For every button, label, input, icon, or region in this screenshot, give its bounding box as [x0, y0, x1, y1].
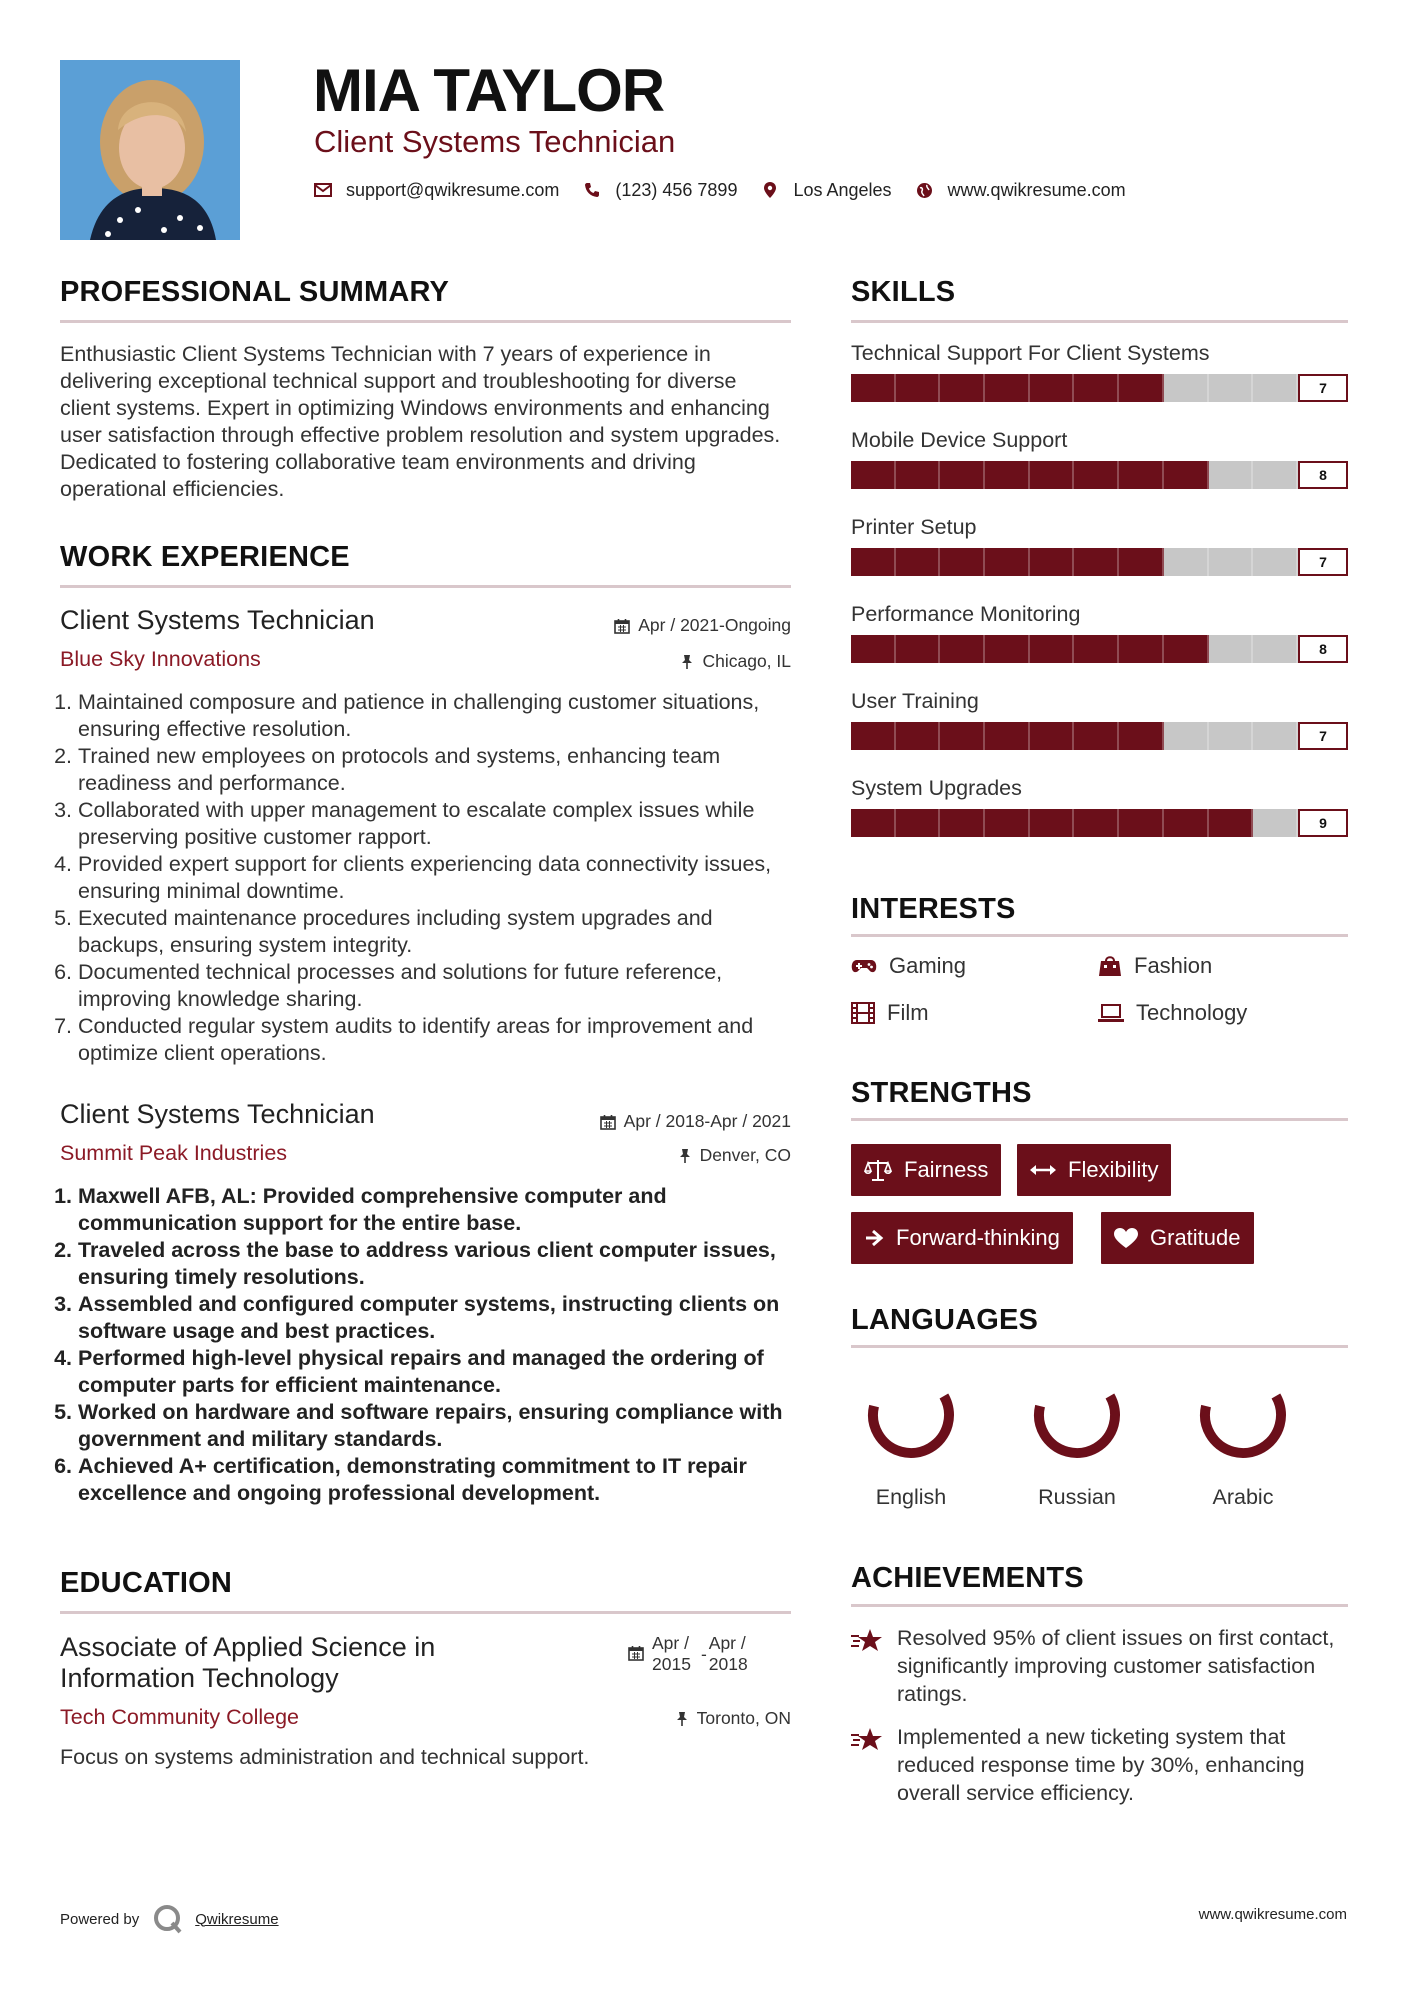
job-title: Client Systems Technician [60, 1099, 375, 1129]
skill-level-bar [851, 374, 1298, 402]
list-item: 2. Trained new employees on protocols and systems, enhancing team readiness and performance. [78, 743, 798, 797]
language-level-ring [1027, 1365, 1127, 1465]
job-location [678, 1145, 791, 1166]
list-item: 6. Documented technical processes and solutions for future reference, improving knowledge sharing. [78, 959, 798, 1013]
strength-label: Gratitude [1150, 1225, 1241, 1250]
skill-segment-filled [896, 635, 941, 663]
skill-segment-filled [851, 461, 896, 489]
language-level-ring [1193, 1365, 1293, 1465]
language-label: Russian [1038, 1485, 1116, 1509]
skill-label: Printer Setup [851, 515, 977, 539]
skill-segment-empty [1209, 374, 1254, 402]
job-achievements-list [60, 1183, 806, 1507]
strength-chip [851, 1212, 1073, 1264]
languages-list [841, 1365, 1313, 1510]
skill-segment-filled [1119, 461, 1164, 489]
skill-segment-empty [1209, 635, 1254, 663]
education-dates [628, 1633, 748, 1675]
skill-segment-filled [851, 548, 896, 576]
interests-heading: INTERESTS [851, 893, 1016, 925]
skill-segment-filled [940, 548, 985, 576]
skill-segment-filled [940, 809, 985, 837]
education-date-dash: - [700, 1644, 707, 1664]
arrows-horizontal-icon [1030, 1163, 1056, 1177]
education-divider [60, 1611, 791, 1614]
skill-level-bar [851, 461, 1298, 489]
skill-segment-filled [1074, 809, 1119, 837]
skill-segment-filled [896, 722, 941, 750]
skill-segment-filled [851, 635, 896, 663]
language-level-arc [861, 1365, 961, 1465]
skill-segment-filled [1030, 635, 1075, 663]
shopping-bag-icon [1098, 955, 1122, 977]
skill-segment-filled [985, 635, 1030, 663]
job-dates-text: Apr / 2021-Ongoing [638, 615, 791, 635]
education-start-month: Apr / [652, 1633, 689, 1653]
candidate-title: Client Systems Technician [314, 124, 676, 159]
skill-level-badge: 8 [1298, 461, 1348, 489]
job-location [680, 651, 791, 672]
skill-segment-empty [1253, 461, 1298, 489]
education-end [709, 1633, 748, 1675]
degree-line-2: Information Technology [60, 1663, 339, 1693]
skill-row [851, 689, 1348, 750]
language-item [1007, 1365, 1147, 1510]
list-item: 6. Achieved A+ certification, demonstrating commitment to IT repair excellence and ongoing professional development. [78, 1453, 806, 1507]
achievements-heading: ACHIEVEMENTS [851, 1562, 1084, 1594]
list-item: 3. Assembled and configured computer systems, instructing clients on software usage and best practices. [78, 1291, 806, 1345]
strength-chip [1017, 1144, 1171, 1196]
skill-level-bar [851, 722, 1298, 750]
gamepad-icon [851, 958, 877, 974]
skill-level-badge: 8 [1298, 635, 1348, 663]
profile-photo [60, 60, 240, 240]
skill-segment-filled [1164, 809, 1209, 837]
skill-level-badge: 7 [1298, 722, 1348, 750]
skill-segment-filled [896, 548, 941, 576]
school-name: Tech Community College [60, 1705, 299, 1729]
skill-segment-filled [940, 722, 985, 750]
strength-label: Forward-thinking [896, 1225, 1060, 1250]
skill-segment-filled [1074, 635, 1119, 663]
pushpin-icon [675, 1711, 689, 1727]
skill-segment-filled [896, 461, 941, 489]
skill-level-badge: 7 [1298, 374, 1348, 402]
star-achievement-icon [851, 1628, 883, 1654]
list-item: 1. Maxwell AFB, AL: Provided comprehensive computer and communication support for the entire base. [78, 1183, 806, 1237]
skill-segment-filled [985, 548, 1030, 576]
skill-segment-empty [1164, 548, 1209, 576]
list-item: 4. Provided expert support for clients experiencing data connectivity issues, ensuring minimal downtime. [78, 851, 798, 905]
skill-segment-filled [940, 374, 985, 402]
skill-segment-empty [1209, 722, 1254, 750]
education-heading: EDUCATION [60, 1567, 233, 1599]
map-pin-icon [761, 181, 779, 199]
skill-level-bar [851, 809, 1298, 837]
interest-item [851, 1000, 929, 1026]
education-end-month: Apr / [708, 1633, 746, 1653]
skill-segment-filled [940, 461, 985, 489]
candidate-name: MIA TAYLOR [313, 57, 665, 124]
skill-segment-filled [1074, 722, 1119, 750]
interest-item [1098, 1000, 1247, 1026]
skill-label: System Upgrades [851, 776, 1022, 800]
education-location [675, 1708, 791, 1729]
job-location-text: Chicago, IL [702, 651, 791, 671]
skill-level-bar [851, 635, 1298, 663]
degree-title [60, 1632, 435, 1694]
list-item: 5. Worked on hardware and software repairs, ensuring compliance with government and military standards. [78, 1399, 806, 1453]
skill-segment-empty [1253, 374, 1298, 402]
education-description: Focus on systems administration and technical support. [60, 1745, 590, 1769]
skill-segment-filled [985, 809, 1030, 837]
interest-label: Technology [1136, 1000, 1248, 1025]
skill-row [851, 515, 1348, 576]
job-dates [614, 615, 791, 636]
skill-segment-filled [1119, 548, 1164, 576]
language-level-ring [861, 1365, 961, 1465]
list-item: 5. Executed maintenance procedures including system upgrades and backups, ensuring system integrity. [78, 905, 798, 959]
strengths-heading: STRENGTHS [851, 1077, 1032, 1109]
summary-text: Enthusiastic Client Systems Technician with 7 years of experience in delivering exceptional technical support and troubleshooting for diverse client systems. Expert in optimizing Windows environments and enhancing user satisfaction through effective problem resolution and system upgrades. Dedicated to fostering collaborative team environments and driving operational efficiencies. [60, 342, 781, 501]
globe-icon [916, 181, 934, 199]
job-location-text: Denver, CO [699, 1145, 791, 1165]
skill-label: Performance Monitoring [851, 602, 1081, 626]
skill-segment-filled [1030, 548, 1075, 576]
skill-segment-filled [896, 809, 941, 837]
skill-segment-empty [1164, 374, 1209, 402]
skill-level-bar [851, 548, 1298, 576]
skill-segment-filled [1030, 461, 1075, 489]
achievements-divider [851, 1604, 1348, 1607]
list-item: 4. Performed high-level physical repairs and managed the ordering of computer parts for efficient maintenance. [78, 1345, 806, 1399]
summary-heading: PROFESSIONAL SUMMARY [60, 276, 450, 308]
skill-segment-empty [1253, 635, 1298, 663]
language-level-arc [1027, 1365, 1127, 1465]
skill-row [851, 341, 1348, 402]
qwikresume-link[interactable]: Qwikresume [195, 1910, 279, 1928]
contact-bar [314, 176, 1150, 204]
skill-segment-filled [1119, 722, 1164, 750]
skill-level-badge: 7 [1298, 548, 1348, 576]
skill-row [851, 776, 1348, 837]
degree-line-1: Associate of Applied Science in [60, 1632, 436, 1662]
skill-segment-empty [1164, 722, 1209, 750]
list-item: 3. Collaborated with upper management to escalate complex issues while preserving positive customer rapport. [78, 797, 798, 851]
job-company: Blue Sky Innovations [60, 647, 261, 671]
contact-location: Los Angeles [793, 179, 892, 200]
skill-segment-filled [1164, 635, 1209, 663]
skill-segment-empty [1209, 461, 1254, 489]
film-icon [851, 1002, 875, 1024]
heart-icon [1114, 1228, 1138, 1249]
phone-icon [583, 181, 601, 199]
skill-segment-empty [1209, 548, 1254, 576]
language-level-arc [1193, 1365, 1293, 1465]
skill-segment-filled [985, 722, 1030, 750]
skill-row [851, 428, 1348, 489]
calendar-icon [614, 618, 630, 634]
job-title: Client Systems Technician [60, 605, 375, 635]
profile-photo-image [60, 60, 240, 240]
footer-powered-by [60, 1904, 279, 1934]
skill-segment-filled [1119, 809, 1164, 837]
skill-segment-filled [1074, 548, 1119, 576]
job-achievements-list [60, 689, 798, 1067]
strengths-divider [851, 1118, 1348, 1121]
strength-chip [1101, 1212, 1254, 1264]
language-label: Arabic [1212, 1485, 1274, 1509]
skill-label: Mobile Device Support [851, 428, 1068, 452]
skill-label: User Training [851, 689, 979, 713]
qwikresume-logo-icon [153, 1904, 183, 1934]
experience-heading: WORK EXPERIENCE [60, 541, 350, 573]
list-item: 1. Maintained composure and patience in challenging customer situations, ensuring effective resolution. [78, 689, 798, 743]
languages-heading: LANGUAGES [851, 1304, 1039, 1336]
education-end-year: 2018 [708, 1654, 748, 1674]
skill-segment-filled [985, 461, 1030, 489]
arrow-right-icon [864, 1228, 884, 1248]
achievement-item [851, 1723, 1348, 1807]
interest-label: Fashion [1134, 953, 1213, 978]
strength-label: Fairness [904, 1157, 989, 1182]
footer-site[interactable]: www.qwikresume.com [1198, 1906, 1347, 1923]
skill-segment-filled [1074, 461, 1119, 489]
job-company: Summit Peak Industries [60, 1141, 288, 1165]
skill-segment-filled [1119, 374, 1164, 402]
education-start-year: 2015 [652, 1654, 691, 1674]
skill-segment-filled [1209, 809, 1254, 837]
interest-item [851, 953, 966, 979]
skill-segment-filled [940, 635, 985, 663]
contact-website[interactable]: www.qwikresume.com [947, 179, 1126, 200]
skill-segment-filled [1030, 722, 1075, 750]
skill-level-badge: 9 [1298, 809, 1348, 837]
skill-segment-filled [851, 809, 896, 837]
language-label: English [875, 1485, 947, 1509]
skill-segment-filled [851, 374, 896, 402]
calendar-icon [600, 1114, 616, 1130]
achievement-item [851, 1624, 1348, 1708]
skill-row [851, 602, 1348, 663]
languages-divider [851, 1345, 1348, 1348]
interest-item [1098, 953, 1212, 979]
achievement-text: Implemented a new ticketing system that reduced response time by 30%, enhancing overall service efficiency. [897, 1725, 1305, 1805]
list-item: 7. Conducted regular system audits to identify areas for improvement and optimize client operations. [78, 1013, 798, 1067]
language-item [841, 1365, 981, 1510]
pushpin-icon [680, 654, 694, 670]
powered-by-text: Powered by [60, 1910, 140, 1928]
pushpin-icon [678, 1148, 692, 1164]
education-start [652, 1633, 691, 1675]
achievement-text: Resolved 95% of client issues on first contact, significantly improving customer satisfaction ratings. [897, 1626, 1335, 1706]
job-dates [600, 1111, 791, 1132]
skill-label: Technical Support For Client Systems [851, 341, 1210, 365]
skill-segment-filled [1164, 461, 1209, 489]
interest-label: Film [887, 1000, 929, 1025]
language-item [1173, 1365, 1313, 1510]
skills-heading: SKILLS [851, 276, 956, 308]
skill-segment-filled [1030, 809, 1075, 837]
list-item: 2. Traveled across the base to address various client computer issues, ensuring timely resolutions. [78, 1237, 806, 1291]
interests-divider [851, 934, 1348, 937]
interest-label: Gaming [889, 953, 967, 978]
star-achievement-icon [851, 1727, 883, 1753]
laptop-icon [1098, 1004, 1124, 1022]
contact-phone[interactable]: (123) 456 7899 [615, 179, 738, 200]
experience-divider [60, 585, 791, 588]
contact-email[interactable]: support@qwikresume.com [346, 179, 560, 200]
education-location-text: Toronto, ON [696, 1708, 791, 1728]
skill-segment-empty [1253, 809, 1298, 837]
calendar-icon [628, 1645, 644, 1661]
email-icon [314, 181, 332, 199]
scale-icon [864, 1158, 892, 1182]
skill-segment-filled [1119, 635, 1164, 663]
strength-label: Flexibility [1068, 1157, 1159, 1182]
summary-divider [60, 320, 791, 323]
skill-segment-filled [985, 374, 1030, 402]
skill-segment-empty [1253, 548, 1298, 576]
strength-chip [851, 1144, 1001, 1196]
skill-segment-filled [1030, 374, 1075, 402]
skills-divider [851, 320, 1348, 323]
job-dates-text: Apr / 2018-Apr / 2021 [623, 1111, 791, 1131]
skill-segment-empty [1253, 722, 1298, 750]
skill-segment-filled [1074, 374, 1119, 402]
skill-segment-filled [896, 374, 941, 402]
skill-segment-filled [851, 722, 896, 750]
